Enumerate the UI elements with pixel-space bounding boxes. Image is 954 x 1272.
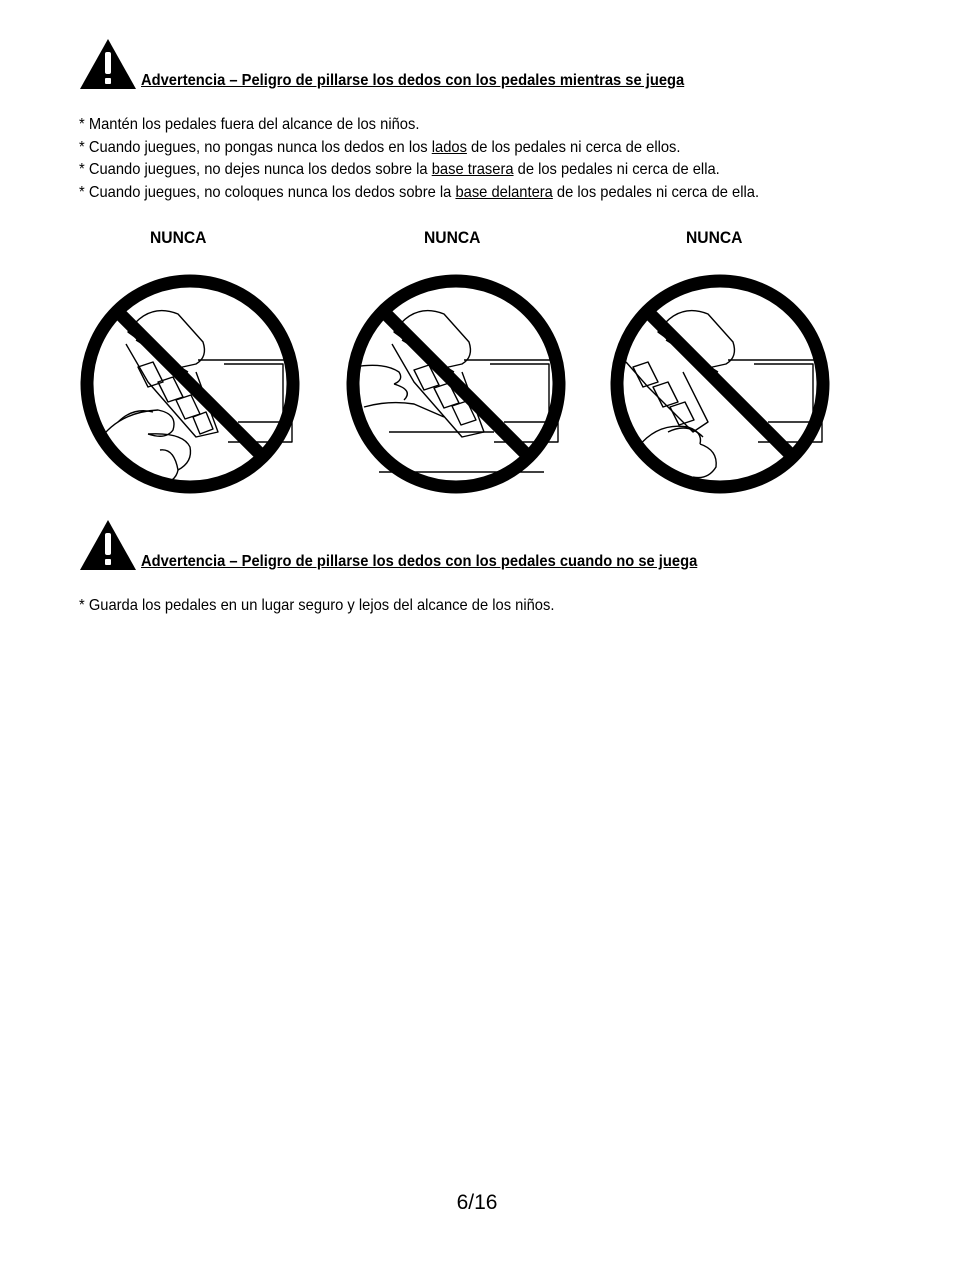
underlined-term: base trasera — [431, 161, 514, 178]
figure-label-1: NUNCA — [150, 228, 207, 247]
finger-side-prohibited-icon — [78, 272, 302, 496]
warning-title-2: Advertencia – Peligro de pillarse los dedos con los pedales cuando no se juega — [141, 553, 698, 570]
bullet-item — [79, 159, 759, 182]
underlined-term: lados — [431, 138, 467, 156]
bullet-text: de los pedales ni cerca de ella. — [513, 161, 720, 178]
bullet-item — [79, 137, 759, 160]
bullet-item — [79, 114, 759, 137]
bullet-text: de los pedales ni cerca de ellos. — [466, 138, 681, 156]
warning-title-1: Advertencia – Peligro de pillarse los dedos con los pedales mientras se juega — [141, 72, 685, 89]
bullet-text: de los pedales ni cerca de ella. — [552, 183, 760, 201]
bullet-item — [79, 595, 554, 618]
bullet-text: * Cuando juegues, no pongas nunca los dedos en los — [79, 138, 432, 156]
bullet-text: * Cuando juegues, no coloques nunca los dedos sobre la — [79, 183, 456, 201]
bullet-item — [79, 182, 759, 205]
warning-heading-1 — [79, 38, 731, 90]
figure-label-3: NUNCA — [686, 228, 743, 247]
warning-2-bullet-list — [79, 595, 596, 618]
finger-rear-base-prohibited-icon — [344, 272, 568, 496]
warning-triangle-icon — [79, 38, 137, 90]
figure-label-2: NUNCA — [424, 228, 481, 247]
warning-heading-2 — [79, 519, 746, 571]
bullet-text: * Mantén los pedales fuera del alcance de los niños. — [79, 116, 420, 133]
warning-1-bullet-list — [79, 114, 818, 204]
warning-triangle-icon — [79, 519, 137, 571]
bullet-text: * Guarda los pedales en un lugar seguro y lejos del alcance de los niños. — [79, 597, 555, 614]
page-number: 6/16 — [456, 1191, 498, 1214]
finger-front-base-prohibited-icon — [608, 272, 832, 496]
underlined-term: base delantera — [455, 183, 553, 201]
bullet-text: * Cuando juegues, no dejes nunca los dedos sobre la — [79, 161, 432, 178]
